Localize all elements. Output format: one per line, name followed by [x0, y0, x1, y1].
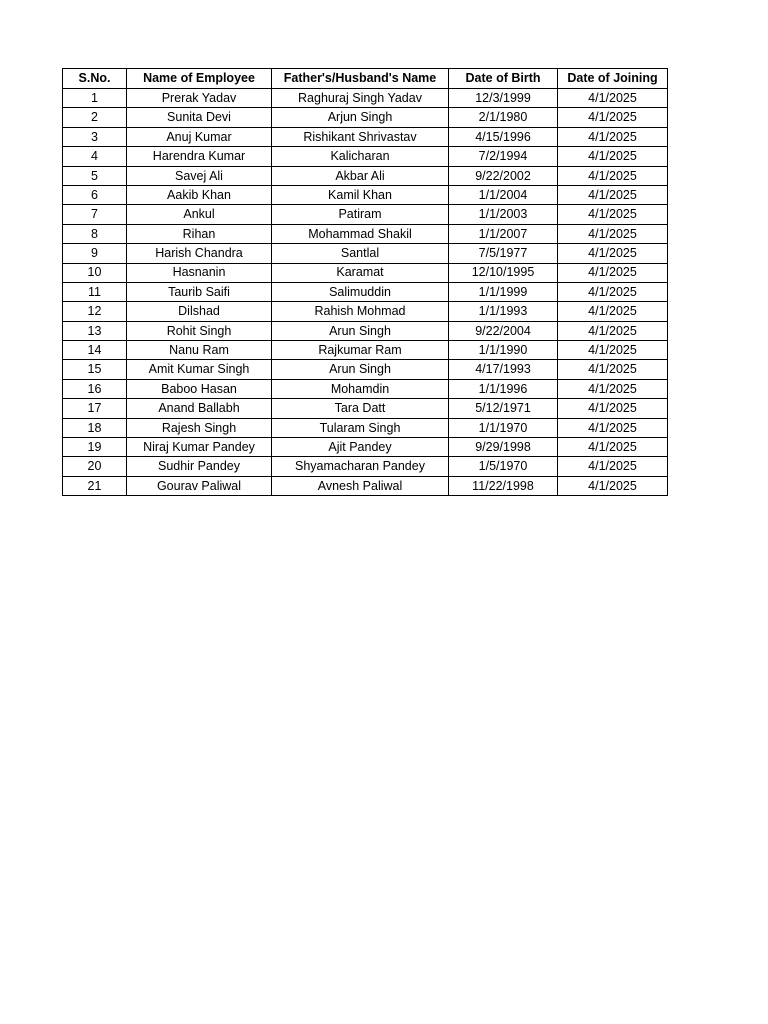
cell-serial-number: 4 [63, 147, 127, 166]
table-row [63, 89, 668, 108]
cell-serial-number: 18 [63, 418, 127, 437]
cell-serial-number: 11 [63, 282, 127, 301]
cell-date-of-joining: 4/1/2025 [558, 282, 668, 301]
table-row [63, 418, 668, 437]
cell-date-of-birth: 1/1/2007 [449, 224, 558, 243]
cell-date-of-joining: 4/1/2025 [558, 418, 668, 437]
cell-serial-number: 10 [63, 263, 127, 282]
cell-employee-name: Sunita Devi [127, 108, 272, 127]
header-date-of-birth: Date of Birth [449, 69, 558, 89]
cell-father-husband-name: Rahish Mohmad [272, 302, 449, 321]
cell-date-of-birth: 9/29/1998 [449, 438, 558, 457]
table-row [63, 379, 668, 398]
cell-date-of-joining: 4/1/2025 [558, 108, 668, 127]
cell-date-of-joining: 4/1/2025 [558, 244, 668, 263]
cell-father-husband-name: Raghuraj Singh Yadav [272, 89, 449, 108]
table-row [63, 127, 668, 146]
table-row [63, 166, 668, 185]
table-row [63, 457, 668, 476]
cell-date-of-joining: 4/1/2025 [558, 166, 668, 185]
cell-date-of-birth: 1/1/2004 [449, 185, 558, 204]
cell-father-husband-name: Ajit Pandey [272, 438, 449, 457]
cell-serial-number: 15 [63, 360, 127, 379]
table-row [63, 224, 668, 243]
table-row [63, 185, 668, 204]
cell-employee-name: Prerak Yadav [127, 89, 272, 108]
cell-date-of-birth: 5/12/1971 [449, 399, 558, 418]
cell-date-of-joining: 4/1/2025 [558, 89, 668, 108]
cell-father-husband-name: Santlal [272, 244, 449, 263]
cell-employee-name: Ankul [127, 205, 272, 224]
cell-date-of-birth: 4/15/1996 [449, 127, 558, 146]
cell-employee-name: Niraj Kumar Pandey [127, 438, 272, 457]
cell-employee-name: Aakib Khan [127, 185, 272, 204]
cell-date-of-joining: 4/1/2025 [558, 224, 668, 243]
table-row [63, 263, 668, 282]
table-row [63, 476, 668, 495]
cell-date-of-joining: 4/1/2025 [558, 457, 668, 476]
cell-employee-name: Savej Ali [127, 166, 272, 185]
cell-employee-name: Hasnanin [127, 263, 272, 282]
table-row [63, 244, 668, 263]
cell-date-of-birth: 2/1/1980 [449, 108, 558, 127]
cell-employee-name: Baboo Hasan [127, 379, 272, 398]
cell-date-of-birth: 11/22/1998 [449, 476, 558, 495]
cell-father-husband-name: Akbar Ali [272, 166, 449, 185]
cell-date-of-birth: 9/22/2004 [449, 321, 558, 340]
cell-father-husband-name: Arun Singh [272, 360, 449, 379]
cell-employee-name: Nanu Ram [127, 341, 272, 360]
cell-serial-number: 5 [63, 166, 127, 185]
table-row [63, 302, 668, 321]
cell-date-of-joining: 4/1/2025 [558, 205, 668, 224]
cell-date-of-joining: 4/1/2025 [558, 476, 668, 495]
table-row [63, 321, 668, 340]
cell-employee-name: Sudhir Pandey [127, 457, 272, 476]
cell-employee-name: Rihan [127, 224, 272, 243]
cell-father-husband-name: Mohammad Shakil [272, 224, 449, 243]
cell-employee-name: Harish Chandra [127, 244, 272, 263]
cell-father-husband-name: Rajkumar Ram [272, 341, 449, 360]
cell-serial-number: 19 [63, 438, 127, 457]
cell-father-husband-name: Rishikant Shrivastav [272, 127, 449, 146]
cell-father-husband-name: Patiram [272, 205, 449, 224]
header-father-husband-name: Father's/Husband's Name [272, 69, 449, 89]
cell-serial-number: 21 [63, 476, 127, 495]
header-serial-number: S.No. [63, 69, 127, 89]
table-row [63, 108, 668, 127]
cell-employee-name: Rohit Singh [127, 321, 272, 340]
table-row [63, 147, 668, 166]
cell-date-of-birth: 7/5/1977 [449, 244, 558, 263]
cell-date-of-joining: 4/1/2025 [558, 263, 668, 282]
cell-serial-number: 9 [63, 244, 127, 263]
cell-date-of-birth: 1/1/2003 [449, 205, 558, 224]
cell-father-husband-name: Shyamacharan Pandey [272, 457, 449, 476]
cell-serial-number: 8 [63, 224, 127, 243]
table-header-row [63, 69, 668, 89]
table-row [63, 360, 668, 379]
table-row [63, 399, 668, 418]
cell-date-of-joining: 4/1/2025 [558, 321, 668, 340]
cell-date-of-birth: 1/1/1999 [449, 282, 558, 301]
cell-date-of-birth: 9/22/2002 [449, 166, 558, 185]
cell-father-husband-name: Salimuddin [272, 282, 449, 301]
cell-serial-number: 7 [63, 205, 127, 224]
cell-serial-number: 20 [63, 457, 127, 476]
employee-table [62, 68, 668, 496]
cell-serial-number: 13 [63, 321, 127, 340]
cell-date-of-joining: 4/1/2025 [558, 360, 668, 379]
cell-father-husband-name: Arjun Singh [272, 108, 449, 127]
cell-father-husband-name: Kalicharan [272, 147, 449, 166]
cell-father-husband-name: Kamil Khan [272, 185, 449, 204]
cell-date-of-joining: 4/1/2025 [558, 379, 668, 398]
cell-father-husband-name: Avnesh Paliwal [272, 476, 449, 495]
cell-father-husband-name: Karamat [272, 263, 449, 282]
cell-serial-number: 17 [63, 399, 127, 418]
cell-date-of-birth: 12/10/1995 [449, 263, 558, 282]
cell-date-of-birth: 1/1/1996 [449, 379, 558, 398]
cell-date-of-joining: 4/1/2025 [558, 399, 668, 418]
cell-date-of-joining: 4/1/2025 [558, 341, 668, 360]
cell-serial-number: 14 [63, 341, 127, 360]
cell-date-of-birth: 7/2/1994 [449, 147, 558, 166]
cell-date-of-joining: 4/1/2025 [558, 185, 668, 204]
cell-employee-name: Harendra Kumar [127, 147, 272, 166]
cell-serial-number: 2 [63, 108, 127, 127]
cell-employee-name: Anuj Kumar [127, 127, 272, 146]
cell-father-husband-name: Tularam Singh [272, 418, 449, 437]
cell-employee-name: Dilshad [127, 302, 272, 321]
table-row [63, 282, 668, 301]
cell-employee-name: Rajesh Singh [127, 418, 272, 437]
table-row [63, 341, 668, 360]
cell-employee-name: Gourav Paliwal [127, 476, 272, 495]
cell-serial-number: 12 [63, 302, 127, 321]
cell-date-of-birth: 1/5/1970 [449, 457, 558, 476]
cell-father-husband-name: Tara Datt [272, 399, 449, 418]
cell-date-of-joining: 4/1/2025 [558, 302, 668, 321]
cell-employee-name: Amit Kumar Singh [127, 360, 272, 379]
cell-father-husband-name: Arun Singh [272, 321, 449, 340]
table-row [63, 205, 668, 224]
table-body [63, 89, 668, 496]
cell-date-of-joining: 4/1/2025 [558, 127, 668, 146]
cell-date-of-joining: 4/1/2025 [558, 147, 668, 166]
cell-serial-number: 3 [63, 127, 127, 146]
cell-date-of-birth: 4/17/1993 [449, 360, 558, 379]
table-row [63, 438, 668, 457]
cell-serial-number: 16 [63, 379, 127, 398]
header-date-of-joining: Date of Joining [558, 69, 668, 89]
cell-employee-name: Anand Ballabh [127, 399, 272, 418]
header-employee-name: Name of Employee [127, 69, 272, 89]
cell-father-husband-name: Mohamdin [272, 379, 449, 398]
cell-date-of-birth: 1/1/1970 [449, 418, 558, 437]
cell-date-of-birth: 1/1/1990 [449, 341, 558, 360]
cell-date-of-birth: 12/3/1999 [449, 89, 558, 108]
cell-employee-name: Taurib Saifi [127, 282, 272, 301]
cell-date-of-joining: 4/1/2025 [558, 438, 668, 457]
cell-serial-number: 6 [63, 185, 127, 204]
cell-serial-number: 1 [63, 89, 127, 108]
cell-date-of-birth: 1/1/1993 [449, 302, 558, 321]
